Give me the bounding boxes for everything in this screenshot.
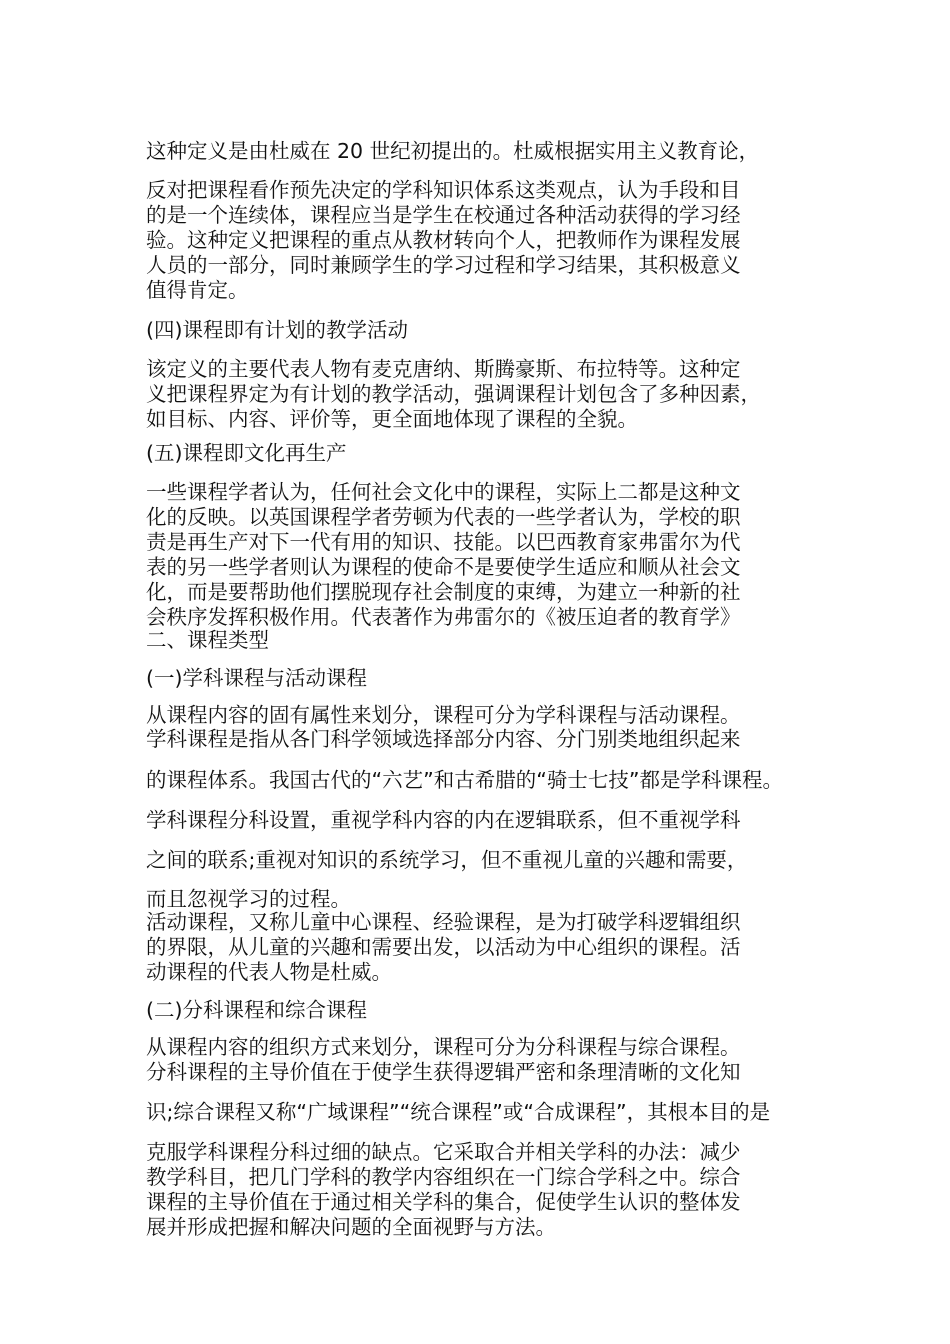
section-heading: (一)学科课程与活动课程 bbox=[146, 666, 367, 690]
paragraph-line: 反对把课程看作预先决定的学科知识体系这类观点，认为手段和目 bbox=[146, 178, 741, 202]
paragraph-line: 课程的主导价值在于通过相关学科的集合，促使学生认识的整体发 bbox=[146, 1190, 741, 1214]
paragraph-line: 的界限，从儿童的兴趣和需要出发，以活动为中心组织的课程。活 bbox=[146, 935, 741, 959]
paragraph-line: 从课程内容的组织方式来划分，课程可分为分科课程与综合课程。 bbox=[146, 1035, 741, 1059]
paragraph-line: 克服学科课程分科过细的缺点。它采取合并相关学科的办法：减少 bbox=[146, 1140, 741, 1164]
paragraph-line: 责是再生产对下一代有用的知识、技能。以巴西教育家弗雷尔为代 bbox=[146, 530, 741, 554]
paragraph-line: 验。这种定义把课程的重点从教材转向个人，把教师作为课程发展 bbox=[146, 228, 741, 252]
paragraph-line: 会秩序发挥积极作用。代表著作为弗雷尔的《被压迫者的教育学》 bbox=[146, 605, 741, 629]
paragraph-line: 识;综合课程又称“广域课程”“统合课程”或“合成课程”，其根本目的是 bbox=[146, 1100, 771, 1124]
section-heading: (二)分科课程和综合课程 bbox=[146, 998, 367, 1022]
paragraph-line: 的是一个连续体，课程应当是学生在校通过各种活动获得的学习经 bbox=[146, 203, 741, 227]
paragraph-line: 活动课程，又称儿童中心课程、经验课程，是为打破学科逻辑组织 bbox=[146, 910, 741, 934]
paragraph-line: 该定义的主要代表人物有麦克唐纳、斯腾豪斯、布拉特等。这种定 bbox=[146, 357, 741, 381]
paragraph-line: 化，而是要帮助他们摆脱现存社会制度的束缚，为建立一种新的社 bbox=[146, 580, 741, 604]
paragraph-line: 这种定义是由杜威在 20 世纪初提出的。杜威根据实用主义教育论， bbox=[146, 139, 760, 163]
paragraph-line: 的课程体系。我国古代的“六艺”和古希腊的“骑士七技”都是学科课程。 bbox=[146, 768, 783, 792]
paragraph-line: 展并形成把握和解决问题的全面视野与方法。 bbox=[146, 1215, 556, 1239]
paragraph-line: 义把课程界定为有计划的教学活动，强调课程计划包含了多种因素， bbox=[146, 382, 761, 406]
section-heading: (四)课程即有计划的教学活动 bbox=[146, 318, 408, 342]
section-heading: (五)课程即文化再生产 bbox=[146, 441, 347, 465]
paragraph-line: 从课程内容的固有属性来划分，课程可分为学科课程与活动课程。 bbox=[146, 703, 741, 727]
paragraph-line: 如目标、内容、评价等，更全面地体现了课程的全貌。 bbox=[146, 407, 638, 431]
paragraph-line: 人员的一部分，同时兼顾学生的学习过程和学习结果，其积极意义 bbox=[146, 253, 741, 277]
paragraph-line: 而且忽视学习的过程。 bbox=[146, 887, 351, 911]
paragraph-line: 动课程的代表人物是杜威。 bbox=[146, 960, 392, 984]
paragraph-line: 之间的联系;重视对知识的系统学习，但不重视儿童的兴趣和需要， bbox=[146, 848, 748, 872]
paragraph-line: 表的另一些学者则认为课程的使命不是要使学生适应和顺从社会文 bbox=[146, 555, 741, 579]
paragraph-line: 化的反映。以英国课程学者劳顿为代表的一些学者认为，学校的职 bbox=[146, 505, 741, 529]
paragraph-line: 教学科目，把几门学科的教学内容组织在一门综合学科之中。综合 bbox=[146, 1165, 741, 1189]
paragraph-line: 学科课程是指从各门科学领域选择部分内容、分门别类地组织起来 bbox=[146, 727, 741, 751]
paragraph-line: 一些课程学者认为，任何社会文化中的课程，实际上二都是这种文 bbox=[146, 480, 741, 504]
paragraph-line: 值得肯定。 bbox=[146, 278, 249, 302]
paragraph-line: 学科课程分科设置，重视学科内容的内在逻辑联系，但不重视学科 bbox=[146, 808, 741, 832]
paragraph-line: 分科课程的主导价值在于使学生获得逻辑严密和条理清晰的文化知 bbox=[146, 1060, 741, 1084]
chapter-heading: 二、课程类型 bbox=[146, 628, 269, 652]
